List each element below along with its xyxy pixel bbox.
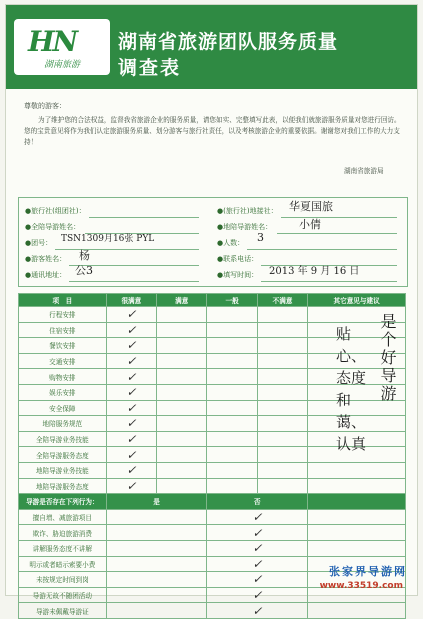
logo-text: 湖南旅游	[44, 60, 81, 70]
behavior-no-check[interactable]: ✓	[207, 540, 308, 556]
rating-check-cell[interactable]	[157, 307, 207, 323]
field-national-guide[interactable]: ●全陪导游姓名：	[25, 222, 205, 234]
letter-greeting: 尊敬的游客：	[24, 102, 66, 110]
behavior-no-check[interactable]: ✓	[207, 587, 308, 603]
rating-check-cell[interactable]	[157, 353, 207, 369]
rating-check-cell[interactable]	[157, 462, 207, 478]
behavior-question: 导游是否存在下列行为：	[19, 494, 107, 510]
rating-check-cell[interactable]	[207, 384, 257, 400]
info-block	[18, 197, 408, 287]
behavior-no-check[interactable]: ✓	[207, 603, 308, 619]
rating-check-cell[interactable]	[257, 322, 307, 338]
rating-item-label: 全陪导游业务技能	[19, 431, 107, 447]
rating-comment-cell[interactable]	[308, 478, 406, 494]
rating-row	[19, 478, 406, 494]
rating-check-very-satisfied[interactable]: ✓	[106, 353, 156, 369]
rating-check-cell[interactable]	[207, 369, 257, 385]
rating-check-cell[interactable]	[257, 416, 307, 432]
behavior-comment-cell[interactable]	[308, 603, 406, 619]
tourism-logo	[14, 19, 110, 75]
behavior-comment-cell[interactable]	[308, 509, 406, 525]
behavior-header-row	[19, 494, 406, 510]
rating-row	[19, 462, 406, 478]
rating-item-label: 地陪导游业务技能	[19, 462, 107, 478]
behavior-row	[19, 603, 406, 619]
survey-form-page	[5, 4, 418, 618]
rating-check-cell[interactable]	[257, 384, 307, 400]
rating-check-very-satisfied[interactable]: ✓	[106, 416, 156, 432]
behavior-item-label: 明示或者暗示索要小费	[19, 556, 107, 572]
behavior-no-header: 否	[207, 494, 308, 510]
field-address[interactable]: ●通讯地址：	[25, 270, 205, 282]
behavior-no-check[interactable]: ✓	[207, 525, 308, 541]
rating-check-cell[interactable]	[257, 431, 307, 447]
rating-check-very-satisfied[interactable]: ✓	[106, 322, 156, 338]
site-url-watermark: www.33519.com	[319, 581, 403, 591]
rating-item-label: 交通安排	[19, 353, 107, 369]
rating-check-cell[interactable]	[257, 338, 307, 354]
behavior-yes-cell[interactable]	[106, 525, 207, 541]
field-local-agency[interactable]: ●(旅行社)地接社：	[217, 206, 401, 218]
rating-check-very-satisfied[interactable]: ✓	[106, 447, 156, 463]
rating-item-label: 购物安排	[19, 369, 107, 385]
field-org-agency[interactable]: ●旅行社(组团社)：	[25, 206, 205, 218]
behavior-item-label: 讲解服务态度不讲解	[19, 540, 107, 556]
form-title-line1: 湖南省旅游团队服务质量	[118, 31, 339, 53]
rating-check-cell[interactable]	[157, 416, 207, 432]
behavior-yes-cell[interactable]	[106, 603, 207, 619]
behavior-item-label: 未按规定时间到岗	[19, 572, 107, 588]
rating-item-label: 全陪导游服务态度	[19, 447, 107, 463]
handwritten-comment-1: 是个好导游	[378, 313, 397, 403]
rating-item-label: 娱乐安排	[19, 384, 107, 400]
rating-check-cell[interactable]	[157, 384, 207, 400]
rating-item-label: 行程安排	[19, 307, 107, 323]
behavior-row	[19, 509, 406, 525]
col-average: 一般	[207, 294, 257, 307]
rating-check-cell[interactable]	[207, 338, 257, 354]
rating-check-very-satisfied[interactable]: ✓	[106, 400, 156, 416]
behavior-yes-cell[interactable]	[106, 556, 207, 572]
behavior-comment-cell[interactable]	[308, 540, 406, 556]
field-people[interactable]: ●人数：	[217, 238, 401, 250]
handwritten-local-agency: 华夏国旅	[289, 200, 333, 213]
handwritten-group-no: TSN1309月16张 PYL	[61, 234, 155, 244]
rating-item-label: 地陪导游服务态度	[19, 478, 107, 494]
rating-check-very-satisfied[interactable]: ✓	[106, 462, 156, 478]
rating-item-label: 餐饮安排	[19, 338, 107, 354]
rating-check-cell[interactable]	[157, 447, 207, 463]
col-satisfied: 满意	[157, 294, 207, 307]
handwritten-comment-2: 贴心、态度和蔼、认真	[336, 325, 367, 453]
behavior-yes-cell[interactable]	[106, 587, 207, 603]
rating-check-very-satisfied[interactable]: ✓	[106, 338, 156, 354]
rating-check-cell[interactable]	[257, 307, 307, 323]
rating-check-cell[interactable]	[207, 447, 257, 463]
handwritten-date: 2013 年 9 月 16 日	[269, 266, 360, 277]
behavior-no-check[interactable]: ✓	[207, 509, 308, 525]
behavior-yes-cell[interactable]	[106, 540, 207, 556]
rating-check-cell[interactable]	[207, 416, 257, 432]
rating-check-very-satisfied[interactable]: ✓	[106, 369, 156, 385]
rating-check-very-satisfied[interactable]: ✓	[106, 307, 156, 323]
handwritten-people: 3	[257, 231, 264, 244]
rating-item-label: 地陪服务规范	[19, 416, 107, 432]
behavior-item-label: 导游未佩戴导游证	[19, 603, 107, 619]
behavior-item-label: 欺诈、胁迫旅游消费	[19, 525, 107, 541]
form-title-line2: 调查表	[118, 57, 182, 79]
handwritten-local-guide: 小倩	[299, 218, 321, 231]
handwritten-tourist-name: 杨	[79, 249, 90, 262]
rating-check-cell[interactable]	[157, 400, 207, 416]
rating-check-cell[interactable]	[257, 447, 307, 463]
rating-check-cell[interactable]	[207, 462, 257, 478]
behavior-comment-cell[interactable]	[308, 525, 406, 541]
rating-check-very-satisfied[interactable]: ✓	[106, 478, 156, 494]
handwritten-address: 公3	[75, 264, 93, 277]
rating-table-header	[19, 294, 406, 307]
rating-check-cell[interactable]	[207, 400, 257, 416]
rating-check-cell[interactable]	[157, 369, 207, 385]
rating-check-cell[interactable]	[257, 369, 307, 385]
behavior-comment-header	[308, 494, 406, 510]
col-very-satisfied: 很满意	[106, 294, 156, 307]
col-unsatisfied: 不满意	[257, 294, 307, 307]
site-watermark: 张家界导游网	[329, 565, 407, 578]
rating-row	[19, 307, 406, 323]
behavior-row	[19, 525, 406, 541]
behavior-no-check[interactable]: ✓	[207, 572, 308, 588]
behavior-yes-header: 是	[106, 494, 207, 510]
logo-mark-icon: HN	[28, 25, 77, 58]
rating-check-cell[interactable]	[157, 431, 207, 447]
behavior-row	[19, 540, 406, 556]
rating-check-cell[interactable]	[207, 478, 257, 494]
rating-check-cell[interactable]	[257, 400, 307, 416]
rating-comment-cell[interactable]	[308, 462, 406, 478]
col-comments: 其它意见与建议	[308, 294, 406, 307]
rating-check-cell[interactable]	[207, 353, 257, 369]
rating-check-cell[interactable]	[207, 431, 257, 447]
behavior-yes-cell[interactable]	[106, 572, 207, 588]
letter-body: 为了维护您的合法权益，监督我省旅游企业的服务质量，请您如实、完整填写此表，以便我们就旅游服务质量对您进行回访。您的宝贵意见将作为我们认定旅游服务质量、划分游客与旅行社责任，以及考核旅游企业的重要依据。谢谢您对我们工作的大力支持！	[24, 116, 401, 146]
rating-check-cell[interactable]	[157, 478, 207, 494]
rating-check-very-satisfied[interactable]: ✓	[106, 431, 156, 447]
field-phone[interactable]: ●联系电话：	[217, 254, 401, 266]
rating-check-cell[interactable]	[207, 322, 257, 338]
rating-check-cell[interactable]	[257, 462, 307, 478]
letter-signoff: 湖南省旅游局	[344, 167, 384, 175]
behavior-item-label: 擅自增、减旅游项目	[19, 509, 107, 525]
rating-check-cell[interactable]	[157, 338, 207, 354]
rating-item-label: 住宿安排	[19, 322, 107, 338]
rating-item-label: 安全保障	[19, 400, 107, 416]
field-local-guide[interactable]: ●地陪导游姓名：	[217, 222, 401, 234]
rating-check-very-satisfied[interactable]: ✓	[106, 384, 156, 400]
field-tourist-name[interactable]: ●游客姓名：	[25, 254, 205, 266]
rating-check-cell[interactable]	[257, 353, 307, 369]
field-group-no[interactable]: ●团号：	[25, 238, 205, 250]
behavior-no-check[interactable]: ✓	[207, 556, 308, 572]
rating-check-cell[interactable]	[207, 307, 257, 323]
form-header	[6, 5, 417, 89]
behavior-item-label: 导游无故不随团活动	[19, 587, 107, 603]
field-date[interactable]: ●填写时间：	[217, 270, 401, 282]
col-item: 项 目	[19, 294, 107, 307]
rating-check-cell[interactable]	[157, 322, 207, 338]
behavior-yes-cell[interactable]	[106, 509, 207, 525]
rating-check-cell[interactable]	[257, 478, 307, 494]
